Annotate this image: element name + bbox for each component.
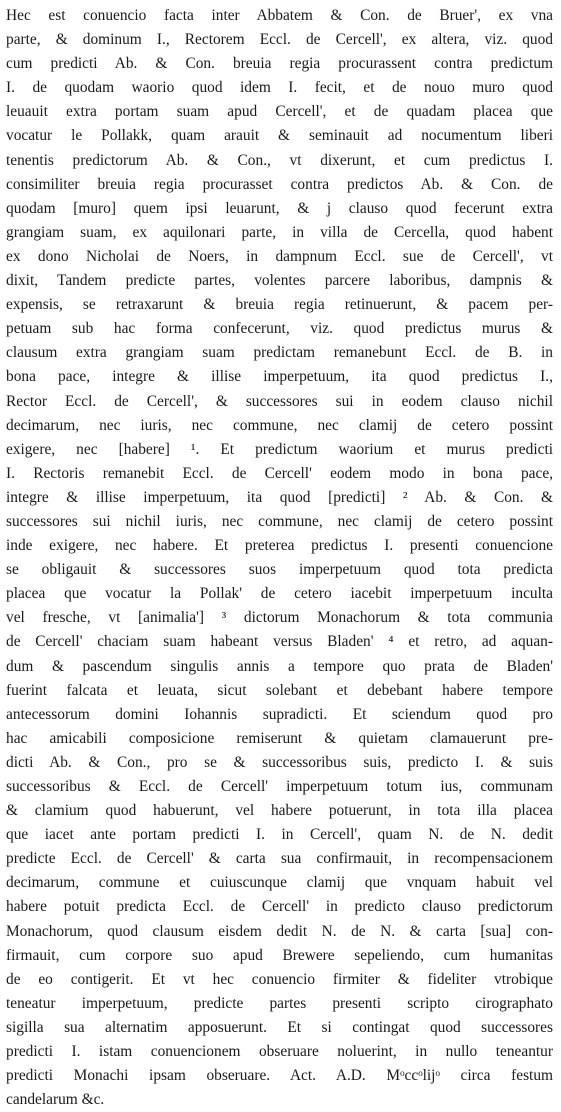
charter-line: firmauit, cum corpore suo apud Brewere sepeliendo, cum humanitas [6, 946, 553, 964]
charter-line: grangiam suam, ex aquilonari parte, in villa de Cercella, quod habent [6, 223, 553, 241]
charter-line: tenentis predictorum Ab. & Con., vt dixerunt, et cum predictus I. [6, 151, 553, 169]
charter-line: habere potuit predicta Eccl. de Cercell' in predicto clauso predictorum [6, 898, 553, 916]
charter-line: consimiliter breuia regia procurasset contra predictos Ab. & Con. de [6, 175, 553, 193]
charter-line: vocatur le Pollakk, quam arauit & seminauit ad nocumentum liberi [6, 127, 553, 145]
charter-line: clausum extra grangiam suam predictam remanebunt Eccl. de B. in [6, 344, 553, 362]
charter-line: Monachorum, quod clausum eisdem dedit N. de N. & carta [sua] con- [6, 922, 553, 940]
charter-line: cum predicti Ab. & Con. breuia regia procurassent contra predictum [6, 55, 553, 73]
charter-line: antecessorum domini Iohannis supradicti. Et sciendum quod pro [6, 705, 553, 723]
charter-line: predicte Eccl. de Cercell' & carta sua confirmauit, in recompensacionem [6, 850, 553, 868]
charter-line: decimarum, commune et cuiuscunque clamij que vnquam habuit vel [6, 874, 553, 892]
charter-line: candelarum &c. [6, 1091, 105, 1109]
charter-line: Rector Eccl. de Cercell', & successores sui in eodem clauso nichil [6, 392, 553, 410]
charter-line: successores sui nichil iuris, nec commune, nec clamij de cetero possint [6, 512, 553, 530]
charter-line: hac amicabili composicione remiserunt & quietam clamauerunt pre- [6, 729, 553, 747]
charter-line: dixit, Tandem predicte partes, volentes parcere laboribus, dampnis & [6, 272, 553, 290]
charter-line: predicti Monachi ipsam obseruare. Act. A.D. Mᵒccᵒlijᵒ circa festum [6, 1067, 553, 1085]
charter-line: ex dono Nicholai de Noers, in dampnum Eccl. sue de Cercell', vt [6, 247, 553, 265]
charter-line: integre & illise imperpetuum, ita quod [predicti] ² Ab. & Con. & [6, 488, 553, 506]
charter-line: I. Rectoris remanebit Eccl. de Cercell' eodem modo in bona pace, [6, 464, 553, 482]
charter-line: se obligauit & successores suos imperpetuum quod tota predicta [6, 561, 553, 579]
charter-line: fuerint falcata et leuata, sicut solebant et debebant habere tempore [6, 681, 553, 699]
charter-line: expensis, se retraxarunt & breuia regia retinuerunt, & pacem per- [6, 296, 553, 314]
charter-line: I. de quodam waorio quod idem I. fecit, et de nouo muro quod [6, 79, 553, 97]
charter-line: successoribus & Eccl. de Cercell' imperpetuum totum ius, communam [6, 778, 553, 795]
charter-line: dicti Ab. & Con., pro se & successoribus suis, predicto I. & suis [6, 753, 553, 771]
charter-line: parte, & dominum I., Rectorem Eccl. de Cercell', ex altera, viz. quod [6, 31, 553, 49]
charter-line: quodam [muro] quem ipsi leuarunt, & j clauso quod fecerunt extra [6, 199, 553, 217]
charter-line: decimarum, nec iuris, nec commune, nec clamij de cetero possint [6, 416, 553, 434]
charter-line: de eo contigerit. Et vt hec conuencio firmiter & fideliter vtrobique [6, 970, 553, 988]
charter-line: bona pace, integre & illise imperpetuum, ita quod predictus I., [6, 368, 553, 386]
charter-line: leuauit extra portam suam apud Cercell', et de quadam placea que [6, 103, 553, 121]
charter-line: Hec est conuencio facta inter Abbatem & Con. de Bruer', ex vna [6, 7, 553, 24]
charter-line: teneatur imperpetuum, predicte partes presenti scripto cirographato [6, 994, 553, 1012]
charter-line: dum & pascendum singulis annis a tempore quo prata de Bladen' [6, 657, 553, 675]
charter-line: petuam sub hac forma confecerunt, viz. quod predictus murus & [6, 320, 553, 338]
charter-text [6, 4, 553, 1112]
charter-line: que iacet ante portam predicti I. in Cercell', quam N. de N. dedit [6, 826, 553, 844]
charter-line: de Cercell' chaciam suam habeant versus Bladen' ⁴ et retro, ad aquan- [6, 633, 553, 651]
charter-line: vel fresche, vt [animalia'] ³ dictorum Monachorum & tota communia [6, 609, 553, 627]
charter-line: predicti I. istam conuencionem obseruare noluerint, in nullo teneantur [6, 1043, 553, 1061]
charter-line: exigere, nec [habere] ¹. Et predictum waorium et murus predicti [6, 440, 553, 458]
charter-line: & clamium quod habuerunt, vel habere potuerunt, in tota illa placea [6, 802, 553, 820]
charter-line: placea que vocatur la Pollak' de cetero iacebit imperpetuum inculta [6, 585, 553, 603]
charter-line: inde exigere, nec habere. Et preterea predictus I. presenti conuencione [6, 537, 553, 555]
charter-line: sigilla sua alternatim apposuerunt. Et si contingat quod successores [6, 1018, 553, 1036]
